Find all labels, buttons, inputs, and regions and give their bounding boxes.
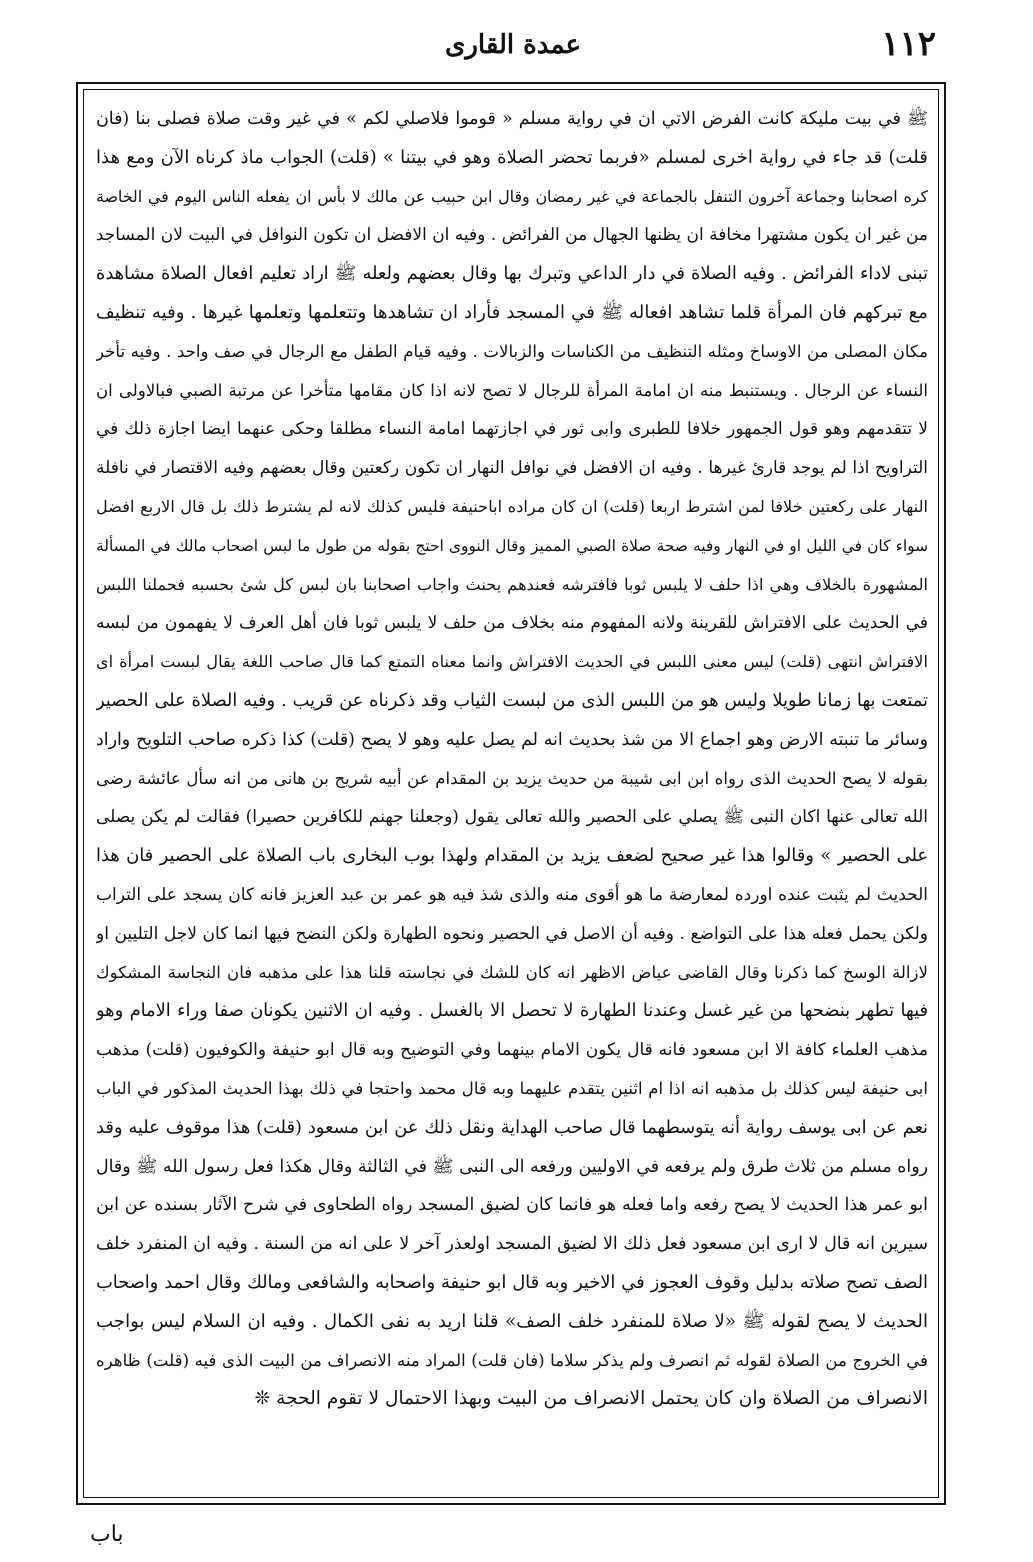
text-frame-inner [83, 89, 939, 1498]
text-line: وسائر ما تنبته الارض وهو اجماع الا من شذ بحديث انه لم يصل عليه وهو لا يصح (قلت) كذا ذكره صاحب التلويح واراد [96, 729, 928, 750]
text-line: بقوله لا يصح الحديث الذى رواه ابن ابى شيبة من حديث يزيد بن المقدام عن أبيه شريح بن هانى من انه سأل عائشة رضى [96, 768, 928, 788]
text-line: النهار على ركعتين خلافا لمن اشترط اربعا (قلت) ان كان مراده اباحنيفة فليس كذلك لانه لم يشترط ذلك بل قال الاربع افضل [96, 496, 928, 516]
text-line: المشهورة بالخلاف وهي اذا حلف لا يلبس ثوبا فافترشه فعندهم يحنث واجاب اصحابنا بان لبس كل شئ بحسبه فحملنا اللبس [96, 574, 928, 594]
text-line: النساء عن الرجال . ويستنبط منه ان امامة المرأة للرجال لا تصح لانه اذا كان مقامها متأخرا عن مرتبة الصبي فبالاولى ان [96, 380, 928, 400]
text-line: كره اصحابنا وجماعة آخرون التنفل بالجماعة في غير رمضان وقال ابن حبيب عن مالك لا بأس ان يفعله الناس اليوم في الخاصة [96, 186, 928, 206]
body-text [96, 100, 928, 1419]
text-line: في الخروج من الصلاة لقوله ثم انصرف ولم يذكر سلاما (فان قلت) المراد منه الانصراف من البيت الذى فيه (قلت) ظاهره [96, 1350, 928, 1370]
page-number: ١١٢ [881, 24, 936, 64]
text-line: قلت) قد جاء في رواية اخرى لمسلم «فربما تحضر الصلاة وهو في بيتنا » (قلت) الجواب ماذ كرناه الآن ومع هذا [96, 146, 928, 168]
text-line: لازالة الوسخ كما ذكرنا وقال القاضى عياض الاظهر انه كان للشك في نجاسته قلنا هذا على مذهبه فان النجاسة المشكوك [96, 962, 928, 982]
text-line: الصف تصح صلاته بدليل وقوف العجوز في الاخير وبه قال ابو حنيفة واصحابه والشافعى ومالك وقال احمد واصحاب [96, 1271, 928, 1293]
catchword: باب [90, 1522, 124, 1547]
text-line: في الحديث على الافتراش للقرينة ولانه المفهوم منه بخلاف من حلف لا يلبس ثوبا فان أهل العرف لا يفهمون من لبسه [96, 613, 928, 634]
text-line: سيرين انه قال لا ارى ابن مسعود فعل ذلك الا لضيق المسجد اولعذر آخر لا على انه من السنة . وفيه ان المنفرد خلف [96, 1234, 928, 1255]
text-line: تبنى لاداء الفرائض . وفيه الصلاة في دار الداعي وتبرك بها وقال بعضهم ولعله ﷺ اراد تعليم افعال الصلاة مشاهدة [96, 263, 928, 285]
text-line: تمتعت بها زمانا طويلا وليس هو من اللبس الذى من لبست الثياب وقد ذكرناه عن قريب . وفيه الصلاة على الحصير [96, 689, 928, 711]
text-line: على الحصير » وقالوا هذا غير صحيح لضعف يزيد بن المقدام ولهذا بوب البخارى باب الصلاة على الحصير فان هذا [96, 845, 928, 867]
text-line: رواه مسلم من ثلاث طرق ولم يرفعه في الاوليين ورفعه الى النبى ﷺ في الثالثة وقال هكذا فعل رسول الله ﷺ وقال [96, 1156, 928, 1177]
text-line: الانصراف من الصلاة وان كان يحتمل الانصراف من البيت وبهذا الاحتمال لا تقوم الحجة ❊ [254, 1388, 928, 1410]
text-line: ابى حنيفة ليس كذلك بل مذهبه انه اذا ام اثنين يتقدم عليهما وبه قال محمد واحتجا في ذلك بهذا الحديث المذكور في الباب [96, 1078, 928, 1098]
running-title: عمدة القارى [445, 30, 581, 60]
text-line: ﷺ في بيت مليكة كانت الفرض الاتي ان في رواية مسلم « قوموا فلاصلي لكم » في غير وقت صلاة فصلى بنا (فان [96, 109, 928, 129]
text-line: مكان المصلى من الاوساخ ومثله التنظيف من الكناسات والزبالات . وفيه قيام الطفل مع الرجال في صف واحد . وفيه تأخر [96, 341, 928, 361]
text-line: الحديث لا يصح لقوله ﷺ «لا صلاة للمنفرد خلف الصف» قلنا اريد به نفى الكمال . وفيه ان السلام ليس بواجب [96, 1310, 928, 1332]
text-line: ولكن يحمل فعله هذا على التواضع . وفيه أن الاصل في الحصير ونحوه الطهارة ولكن النضح فيها انما كان لاجل التليين او [96, 923, 928, 944]
text-line: سواء كان في الليل او في النهار وفيه صحة صلاة الصبي المميز وقال النووى احتج بقوله من طول ما لبس اصحاب مالك في المسألة [96, 536, 928, 555]
page-header [78, 24, 948, 78]
text-line: الافتراش انتهى (قلت) ليس معنى اللبس في الحديث الافتراش وانما معناه التمتع كما قال صاحب اللغة يقال لبست امرأة اى [96, 652, 928, 672]
text-line: التراويح اذا لم يوجد قارئ غيرها . وفيه ان الافضل في نوافل النهار ان تكون ركعتين وقال بعضهم وفيه الاقتصار في نافلة [96, 458, 928, 479]
text-line: ابو عمر هذا الحديث لا يصح رفعه واما فعله هو فانما كان لضيق المسجد رواه الطحاوى في شرح الآثار بسنده عن ابن [96, 1195, 928, 1216]
text-line: مع تبركهم فان المرأة قلما تشاهد افعاله ﷺ في المسجد فأراد ان تشاهدها وتتعلمها وتعلمها غيرها . وفيه تنظيف [96, 301, 928, 323]
text-line: فيها تطهر بنضحها من غير غسل وعندنا الطهارة لا تحصل الا بالغسل . وفيه ان الاثنين يكونان صفا وراء الامام وهو [96, 1000, 928, 1022]
text-frame [76, 82, 946, 1505]
text-line: مذهب العلماء كافة الا ابن مسعود فانه قال يكون الامام بينهما وفي التوضيح وبه قال ابو حنيفة والكوفيون (قلت) مذهب [96, 1040, 928, 1061]
text-line: لا تتقدمهم وهو قول الجمهور خلافا للطبرى وابى ثور في اجازتهما امامة النساء مطلقا وحكى عنهما ايضا اجازة ذلك في [96, 419, 928, 440]
text-line: الله تعالى عنها اكان النبى ﷺ يصلي على الحصير والله تعالى يقول (وجعلنا جهنم للكافرين حصيرا) فقالت لم يكن يصلى [96, 807, 928, 828]
text-line: من غير ان يكون مشتهرا مخافة ان يظنها الجهال من الفرائض . وفيه ان الافضل ان تكون النوافل في البيت لان المساجد [96, 225, 928, 246]
text-line: الحديث لم يثبت عنده اورده لمعارضة ما هو أقوى منه والذى شذ فيه هو عمر بن عبد العزيز فانه كان يسجد على التراب [96, 884, 928, 905]
text-line: نعم عن ابى يوسف رواية أنه يتوسطهما قال صاحب الهداية ونقل ذلك عن ابن مسعود (قلت) هذا موقوف عليه وقد [96, 1116, 928, 1138]
